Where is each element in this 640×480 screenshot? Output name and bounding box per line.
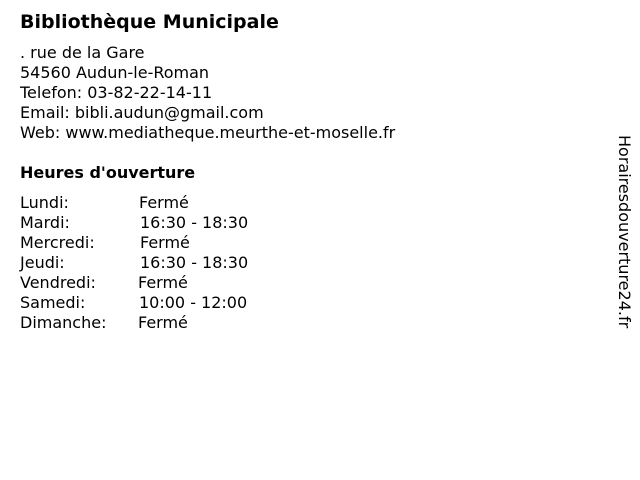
day-time: Fermé — [139, 193, 189, 212]
day-time: Fermé — [138, 313, 188, 332]
day-time: 10:00 - 12:00 — [139, 293, 248, 312]
day-time: 16:30 - 18:30 — [140, 253, 249, 272]
day-time: 16:30 - 18:30 — [140, 213, 249, 232]
day-time: Fermé — [138, 273, 188, 292]
day-label: Dimanche: — [20, 313, 107, 332]
email-address: Email: bibli.audun@gmail.com — [20, 103, 264, 122]
day-label: Jeudi: — [20, 253, 65, 272]
day-label: Vendredi: — [20, 273, 96, 292]
address-street: . rue de la Gare — [20, 43, 145, 62]
address-block — [20, 43, 395, 143]
day-label: Mardi: — [20, 213, 70, 232]
opening-hours-heading: Heures d'ouverture — [20, 163, 196, 182]
day-label: Lundi: — [20, 193, 69, 212]
address-city: 54560 Audun-le-Roman — [20, 63, 210, 82]
day-time: Fermé — [140, 233, 190, 252]
library-name: Bibliothèque Municipale — [20, 11, 279, 33]
phone-number: Telefon: 03-82-22-14-11 — [20, 83, 213, 102]
website-url: Web: www.mediatheque.meurthe-et-moselle.fr — [20, 123, 396, 142]
day-label: Samedi: — [20, 293, 86, 312]
site-brand-vertical: Horairesdouverture24.fr — [615, 135, 634, 329]
day-label: Mercredi: — [20, 233, 95, 252]
